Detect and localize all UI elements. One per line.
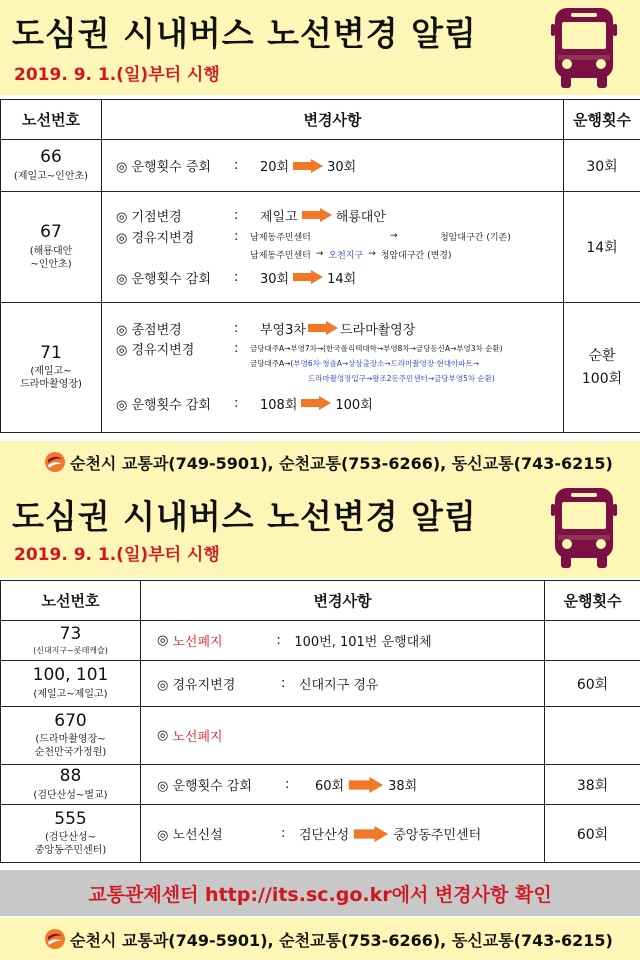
change-line: ◎ 운행횟수 감회 : 60회 38회 [157,777,418,794]
notice1-title: 도심권 시내버스 노선변경 알림 [12,14,477,53]
contact-bar [0,918,640,960]
col-header-changes: 변경사항 [102,100,564,140]
suncheon-logo-icon [44,451,66,473]
orange-arrow-icon [353,826,389,842]
change-line: ◎ 운행횟수 증회 : 20회 30회 [116,158,357,175]
run-count [545,621,640,661]
run-count: 30회 [564,140,640,192]
notice2-banner [0,483,640,578]
notice1-date: 2019. 9. 1.(일)부터 시행 [14,65,220,85]
col-header-count: 운행횟수 [545,581,640,621]
contact-bar [0,441,640,483]
change-line: ◎ 노선신설 : 검단산성 중앙동주민센터 [157,826,482,843]
change-line: 남제동주민센터 → 오천지구 → 청암대구간 (변경) [250,249,452,261]
bus-icon [551,8,617,90]
run-count: 14회 [564,192,640,303]
notice2-table [0,580,640,863]
notice2-title: 도심권 시내버스 노선변경 알림 [12,497,477,536]
table-header [1,581,640,621]
contact-text: 순천시 교통과(749-5901), 순천교통(753-6266), 동신교통(743-6215) [70,453,613,473]
notice-bar-text: 교통관제센터 http://its.sc.go.kr에서 변경사항 확인 [88,883,552,906]
col-header-route: 노선번호 [1,100,102,140]
orange-arrow-icon [293,270,323,284]
table-row [1,661,640,707]
change-line: ◎ 종점변경 : 부영3차 드라마촬영장 [116,320,416,338]
route-desc: (제일고~인안초) [13,170,89,182]
change-line: ◎ 경유지변경 : 금당대주A→부영7차→(한국폴리텍대학→부영8차→금당동신A→부영3차 순환) [116,341,503,358]
orange-arrow-icon [348,777,384,793]
change-line: ◎ 경유지변경 : 신대지구 경유 [157,676,379,693]
route-desc: (제일고~제일고) [33,688,108,700]
table-row [1,765,640,805]
route-desc: (제일고~ 드라마촬영장) [20,366,82,391]
change-line: ◎ 기점변경 : 제일고 해룡대안 [116,207,386,225]
notice1-banner [0,0,640,95]
change-line: ◎ 경유지변경 : 남제동주민센터 → 청암대구간 (기존) [116,228,511,246]
notice1-table [0,99,640,433]
run-count: 60회 [545,805,640,863]
change-line: ◎ 노선폐지 [157,728,223,745]
col-header-changes: 변경사항 [141,581,545,621]
route-number: 73 [59,623,82,644]
orange-arrow-icon [293,159,323,173]
table-row [1,621,640,661]
route-number: 555 [54,808,87,829]
notice-bar [0,870,640,916]
route-desc: (신대지구~롯데캐슬) [33,646,108,656]
change-line: ◎ 노선폐지 : 100번, 101번 운행대체 [157,633,432,650]
route-desc: (드라마촬영장~ 순천만국가정원) [34,734,107,759]
orange-arrow-icon [308,321,338,335]
run-count: 38회 [545,765,640,805]
table-row [1,805,640,863]
route-number: 100, 101 [32,665,109,686]
table-row [1,192,640,303]
suncheon-logo-icon [44,928,66,950]
route-number: 67 [40,222,62,243]
change-line: ◎ 운행횟수 감회 : 30회 14회 [116,269,357,287]
bus-icon [551,488,617,570]
change-line: ◎ 운행횟수 감회 : 108회 100회 [116,395,373,413]
table-row [1,140,640,192]
col-header-count: 운행횟수 [564,100,640,140]
run-count [545,707,640,765]
route-number: 670 [54,710,87,731]
orange-arrow-icon [301,396,331,410]
table-row [1,707,640,765]
route-number: 66 [40,147,62,168]
contact-text: 순천시 교통과(749-5901), 순천교통(753-6266), 동신교통(743-6215) [70,930,613,950]
orange-arrow-icon [302,208,332,222]
route-desc: (검단산성~벌교) [33,789,108,801]
route-number: 71 [40,342,62,363]
route-number: 88 [59,766,82,787]
table-row [1,303,640,433]
run-count: 순환 100회 [564,303,640,433]
route-desc: (해룡대안 ~인안초) [29,245,73,270]
run-count: 60회 [545,661,640,707]
notice2-date: 2019. 9. 1.(일)부터 시행 [14,545,220,565]
change-line: 드라마촬영장입구→왕조2동주민센터→금당부영5차 순환) [308,374,495,383]
col-header-route: 노선번호 [1,581,141,621]
table-header [1,100,640,140]
route-desc: (검단산성~ 중앙동주민센터) [34,832,107,857]
change-line: 금당대주A→( 부영6차·청솔A→상삼출장소→드라마촬영장·현대아파트→ [250,359,479,368]
